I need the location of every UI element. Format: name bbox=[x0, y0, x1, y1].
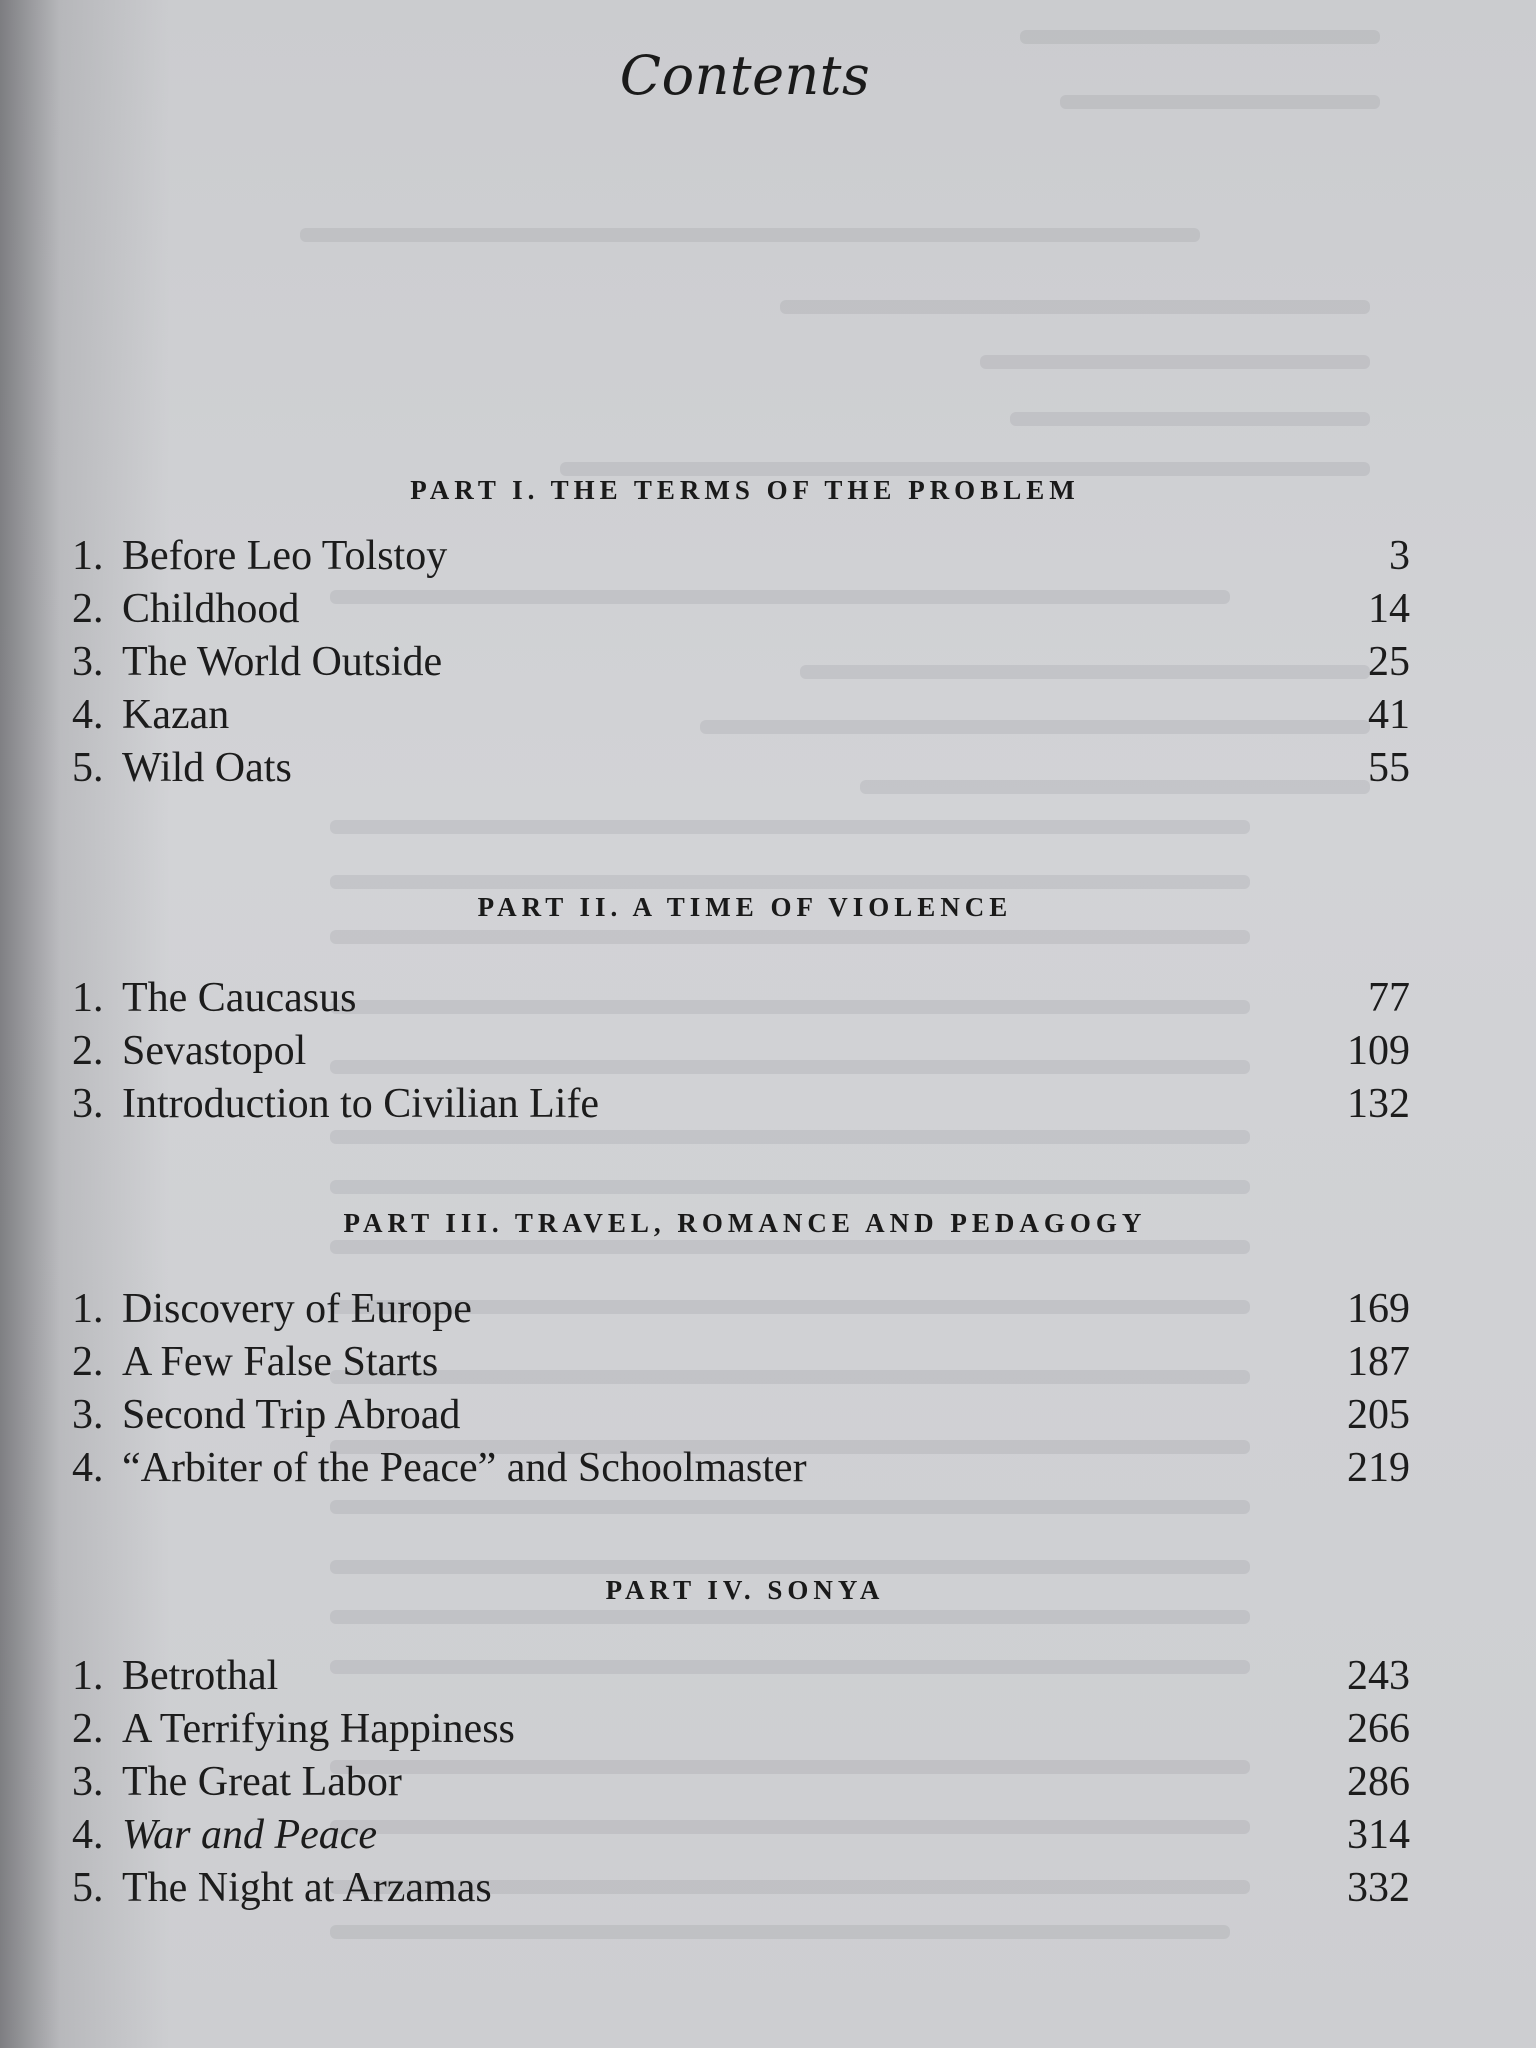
chapter-number: 4. bbox=[72, 1812, 104, 1858]
chapter-page: 286 bbox=[1347, 1759, 1410, 1805]
chapter-title: The Caucasus bbox=[122, 975, 357, 1021]
chapter-number: 1. bbox=[72, 1653, 104, 1699]
chapter-page: 187 bbox=[1347, 1339, 1410, 1385]
chapter-list bbox=[0, 1650, 1490, 1915]
chapter-page: 109 bbox=[1347, 1028, 1410, 1074]
chapter-entry bbox=[0, 1025, 1490, 1078]
chapter-title: The Night at Arzamas bbox=[122, 1865, 492, 1911]
chapter-page: 25 bbox=[1368, 639, 1410, 685]
chapter-list bbox=[0, 530, 1490, 795]
chapter-title: Discovery of Europe bbox=[122, 1286, 472, 1332]
chapter-number: 1. bbox=[72, 533, 104, 579]
chapter-entry bbox=[0, 530, 1490, 583]
chapter-list bbox=[0, 1283, 1490, 1495]
chapter-title: A Terrifying Happiness bbox=[122, 1706, 515, 1752]
chapter-title: Wild Oats bbox=[122, 745, 292, 791]
chapter-number: 1. bbox=[72, 975, 104, 1021]
chapter-entry bbox=[0, 1442, 1490, 1495]
part-heading: PART I. THE TERMS OF THE PROBLEM bbox=[410, 475, 1080, 505]
chapter-entry bbox=[0, 972, 1490, 1025]
chapter-number: 5. bbox=[72, 1865, 104, 1911]
chapter-entry bbox=[0, 1809, 1490, 1862]
chapter-number: 3. bbox=[72, 1759, 104, 1805]
chapter-number: 2. bbox=[72, 1339, 104, 1385]
chapter-title: Sevastopol bbox=[122, 1028, 307, 1074]
chapter-entry bbox=[0, 1650, 1490, 1703]
chapter-entry bbox=[0, 1756, 1490, 1809]
chapter-page: 55 bbox=[1368, 745, 1410, 791]
chapter-title: The Great Labor bbox=[122, 1759, 402, 1805]
chapter-page: 3 bbox=[1389, 533, 1410, 579]
chapter-entry bbox=[0, 583, 1490, 636]
chapter-page: 205 bbox=[1347, 1392, 1410, 1438]
chapter-page: 77 bbox=[1368, 975, 1410, 1021]
chapter-entry bbox=[0, 636, 1490, 689]
chapter-number: 4. bbox=[72, 692, 104, 738]
chapter-number: 3. bbox=[72, 1081, 104, 1127]
part-section bbox=[0, 1203, 1490, 1495]
chapter-title: War and Peace bbox=[122, 1812, 378, 1858]
chapter-title: Second Trip Abroad bbox=[122, 1392, 461, 1438]
chapter-title: Kazan bbox=[122, 692, 230, 738]
chapter-entry bbox=[0, 1862, 1490, 1915]
chapter-title: Introduction to Civilian Life bbox=[122, 1081, 600, 1127]
chapter-page: 243 bbox=[1347, 1653, 1410, 1699]
chapter-number: 2. bbox=[72, 586, 104, 632]
chapter-entry bbox=[0, 689, 1490, 742]
chapter-title: “Arbiter of the Peace” and Schoolmaster bbox=[122, 1445, 807, 1491]
chapter-page: 169 bbox=[1347, 1286, 1410, 1332]
chapter-entry bbox=[0, 742, 1490, 795]
chapter-entry bbox=[0, 1703, 1490, 1756]
part-heading: PART II. A TIME OF VIOLENCE bbox=[477, 892, 1013, 922]
part-heading: PART IV. SONYA bbox=[605, 1575, 885, 1605]
chapter-number: 4. bbox=[72, 1445, 104, 1491]
chapter-page: 219 bbox=[1347, 1445, 1410, 1491]
chapter-title: Childhood bbox=[122, 586, 300, 632]
chapter-entry bbox=[0, 1336, 1490, 1389]
page-title: Contents bbox=[619, 44, 871, 107]
chapter-page: 332 bbox=[1347, 1865, 1410, 1911]
chapter-list bbox=[0, 972, 1490, 1131]
chapter-page: 266 bbox=[1347, 1706, 1410, 1752]
chapter-number: 2. bbox=[72, 1706, 104, 1752]
chapter-number: 2. bbox=[72, 1028, 104, 1074]
chapter-page: 314 bbox=[1347, 1812, 1410, 1858]
chapter-entry bbox=[0, 1078, 1490, 1131]
chapter-number: 5. bbox=[72, 745, 104, 791]
chapter-entry bbox=[0, 1283, 1490, 1336]
chapter-title: Before Leo Tolstoy bbox=[122, 533, 448, 579]
chapter-number: 1. bbox=[72, 1286, 104, 1332]
chapter-title: The World Outside bbox=[122, 639, 443, 685]
part-heading: PART III. TRAVEL, ROMANCE AND PEDAGOGY bbox=[343, 1208, 1147, 1238]
chapter-title: A Few False Starts bbox=[122, 1339, 439, 1385]
part-section bbox=[0, 887, 1490, 1131]
chapter-entry bbox=[0, 1389, 1490, 1442]
part-section bbox=[0, 470, 1490, 795]
chapter-page: 41 bbox=[1368, 692, 1410, 738]
chapter-page: 132 bbox=[1347, 1081, 1410, 1127]
chapter-page: 14 bbox=[1368, 586, 1410, 632]
part-section bbox=[0, 1570, 1490, 1915]
chapter-number: 3. bbox=[72, 639, 104, 685]
chapter-title: Betrothal bbox=[122, 1653, 279, 1699]
chapter-number: 3. bbox=[72, 1392, 104, 1438]
